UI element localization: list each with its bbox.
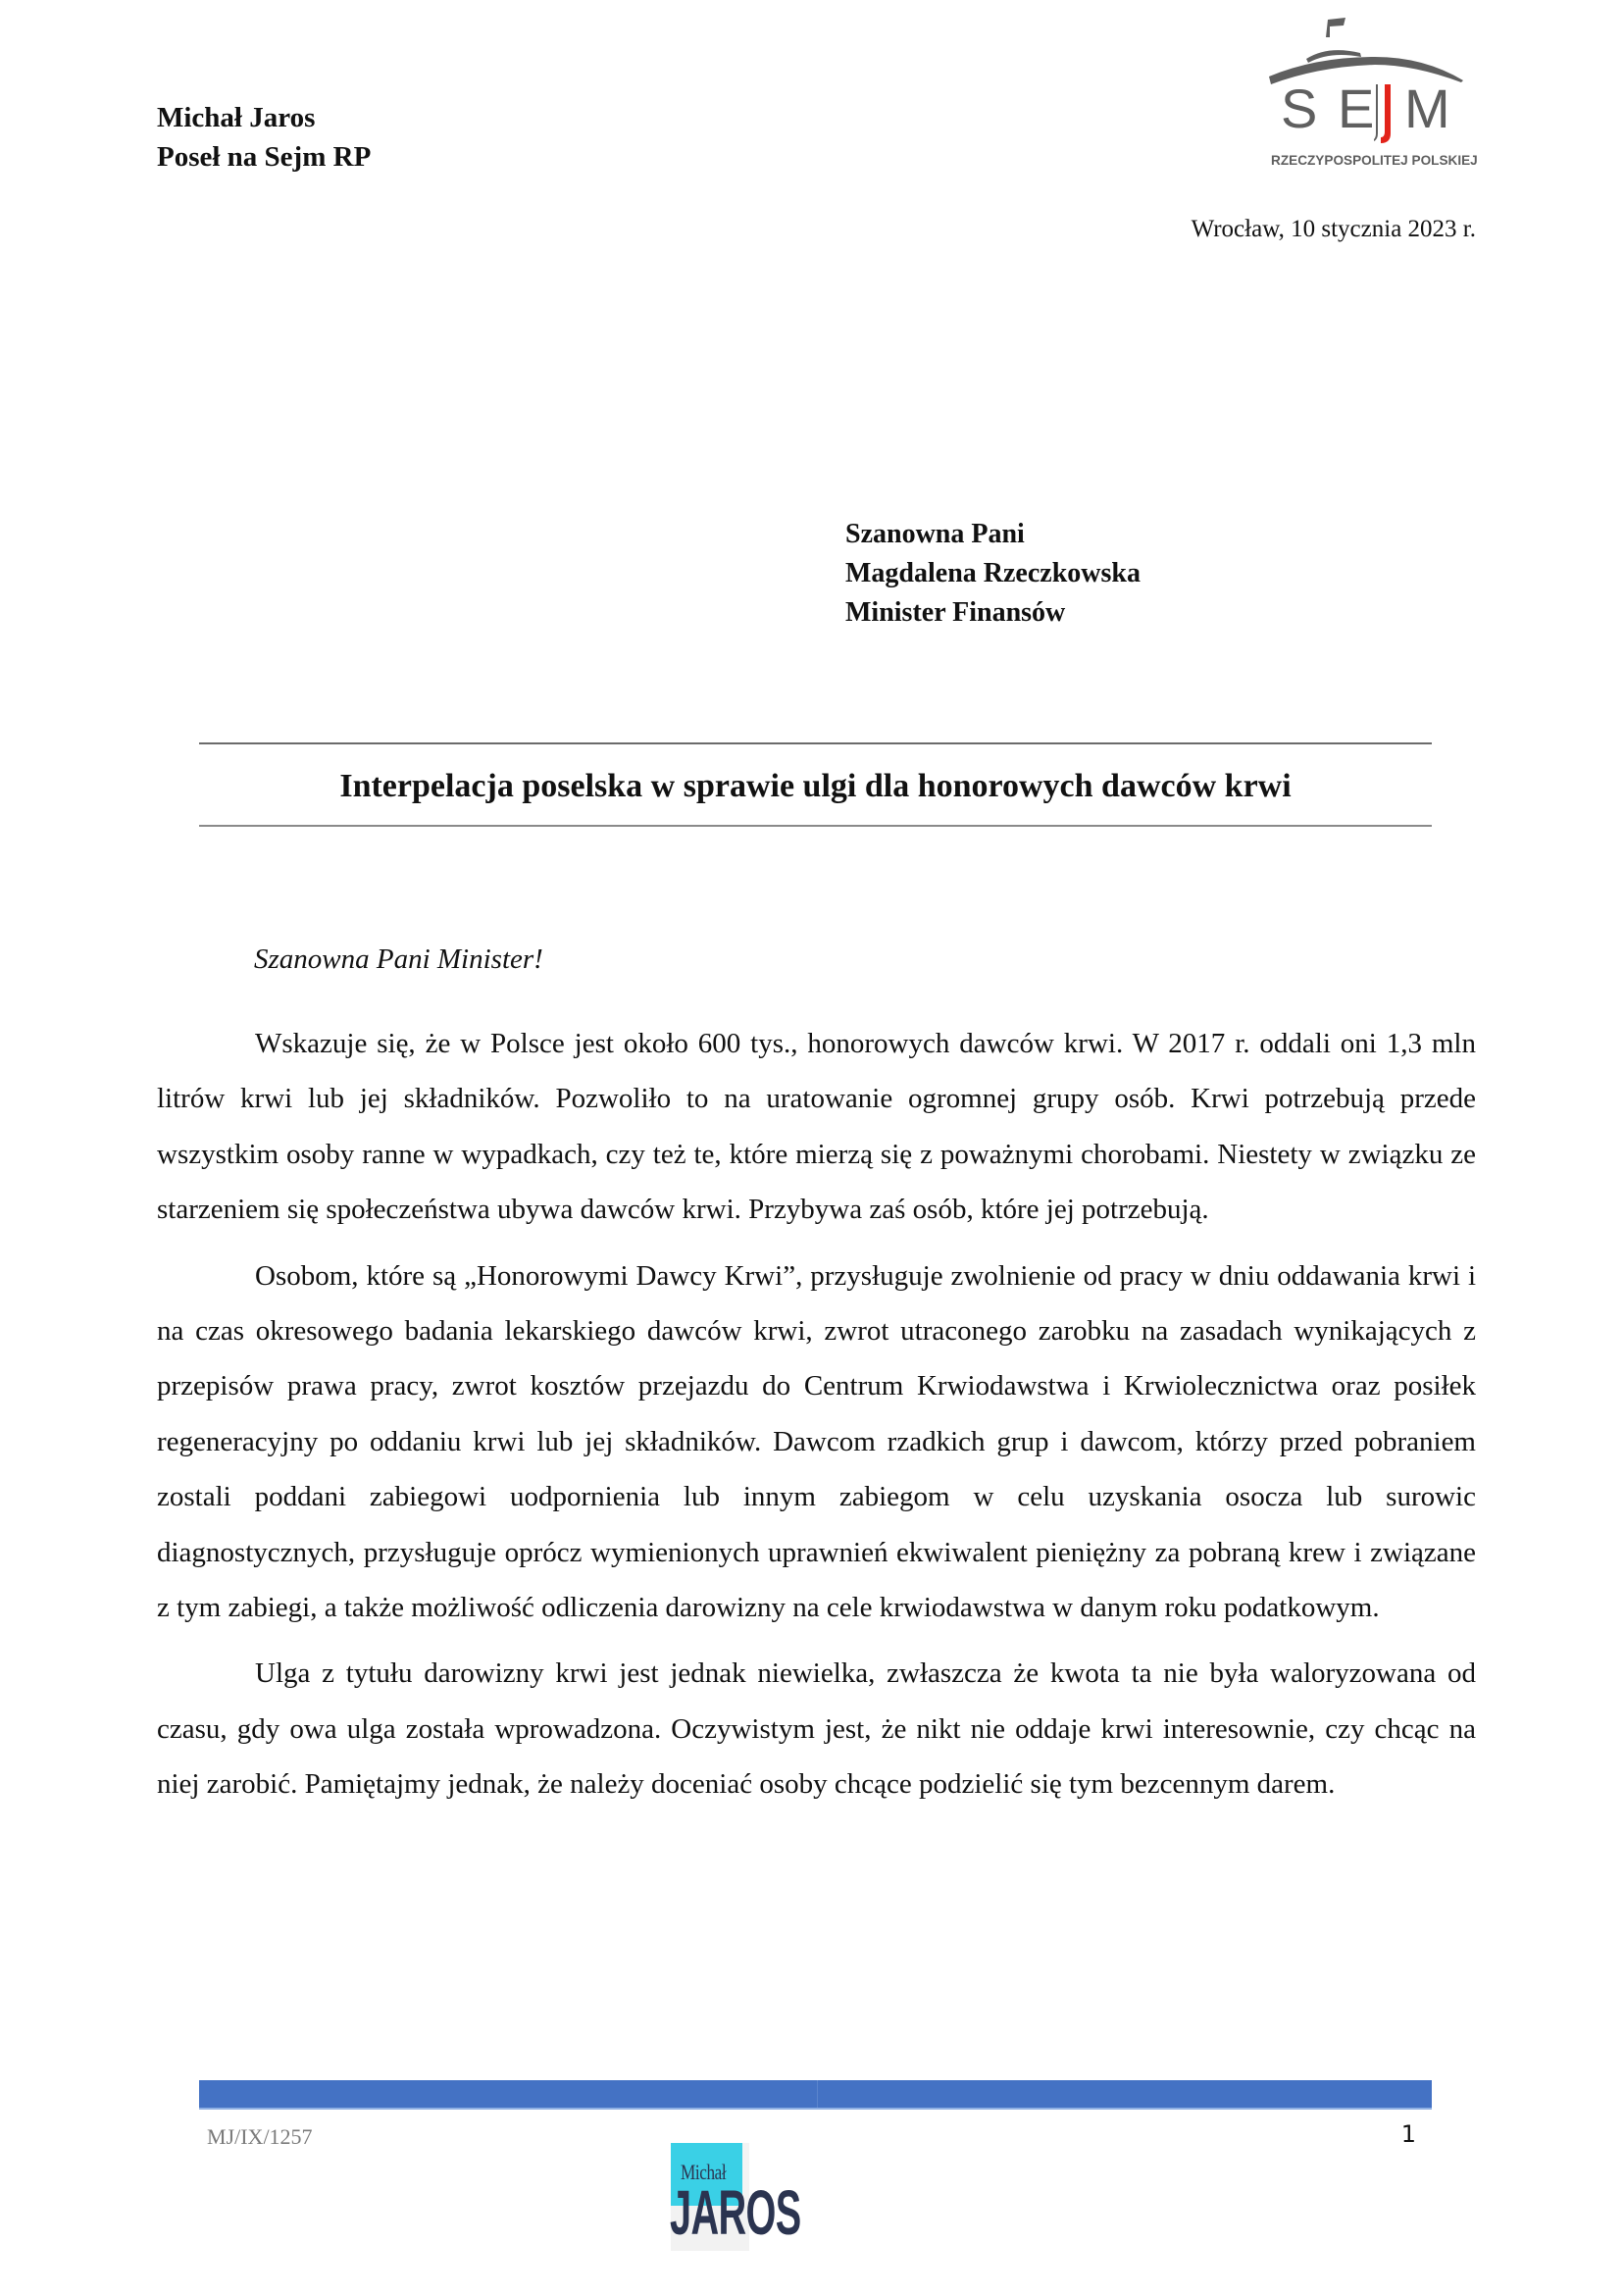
footer-bar xyxy=(199,2080,1432,2110)
body-paragraph: Osobom, które są „Honorowymi Dawcy Krwi”, przysługuje zwolnienie od pracy w dniu oddawania krwi i na czas okresowego badania lekarskiego dawców krwi, zwrot utraconego zarobku na zasadach wynikających z przepisów prawa pracy, zwrot kosztów przejazdu do Centrum Krwiodawstwa i Krwiolecznictwa oraz posiłek regeneracyjny po oddaniu krwi lub jej składników. Dawcom rzadkich grup i dawcom, którzy przed pobraniem zostali poddani zabiegowi uodpornienia lub innym zabiegom w celu uzyskania osocza lub surowic diagnostycznych, przysługuje oprócz wymienionych uprawnień ekwiwalent pieniężny za pobraną krew i związane z tym zabiegi, a także możliwość odliczenia darowizny na cele krwiodawstwa w danym roku podatkowym. xyxy=(157,1259,1476,1624)
sejm-letter-m: M xyxy=(1404,77,1450,139)
sejm-letter-s: S xyxy=(1281,77,1318,139)
body-paragraph: Wskazuje się, że w Polsce jest około 600 tys., honorowych dawców krwi. W 2017 r. oddali oni 1,3 mln litrów krwi lub jej składników. Pozwoliło to na uratowanie ogromnej grupy osób. Krwi potrzebują przede wszystkim osoby ranne w wypadkach, czy też te, które mierzą się z poważnymi chorobami. Niestety w związku ze starzeniem się społeczeństwa ubywa dawców krwi. Przybywa zaś osób, które jej potrzebują. xyxy=(157,1028,1476,1226)
author-role: Poseł na Sejm RP xyxy=(157,141,372,173)
recipient-title: Minister Finansów xyxy=(845,597,1066,628)
page-number: 1 xyxy=(1400,2120,1416,2148)
body-paragraph: Ulga z tytułu darowizny krwi jest jednak niewielka, zwłaszcza że kwota ta nie była waloryzowana od czasu, gdy owa ulga została wprowadzona. Oczywistym jest, że nikt nie oddaje krwi interesownie, czy chcąc na niej zarobić. Pamiętajmy jednak, że należy doceniać osoby chcące podzielić się tym bezcennym darem. xyxy=(157,1657,1476,1801)
recipient-salutation: Szanowna Pani xyxy=(845,519,1025,549)
author-block xyxy=(157,98,371,177)
greeting: Szanowna Pani Minister! xyxy=(254,943,543,975)
letter-body xyxy=(157,1016,1476,1823)
document-title: Interpelacja poselska w sprawie ulgi dla honorowych dawców krwi xyxy=(339,768,1292,804)
logo-last-name: JAROS xyxy=(670,2177,801,2248)
title-rule-bottom xyxy=(199,825,1432,827)
sejm-subtitle: RZECZYPOSPOLITEJ POLSKIEJ xyxy=(1271,153,1478,168)
sejm-letter-e: E xyxy=(1338,77,1375,139)
footer-reference: MJ/IX/1257 xyxy=(207,2124,313,2149)
sejm-logo-icon xyxy=(1267,18,1481,175)
title-rule-top xyxy=(199,742,1432,744)
recipient-name: Magdalena Rzeczkowska xyxy=(845,558,1141,588)
recipient-block xyxy=(845,515,1141,633)
date-line: Wrocław, 10 stycznia 2023 r. xyxy=(1191,216,1476,242)
logo-first-name: Michał xyxy=(681,2160,727,2184)
author-name: Michał Jaros xyxy=(157,102,316,133)
